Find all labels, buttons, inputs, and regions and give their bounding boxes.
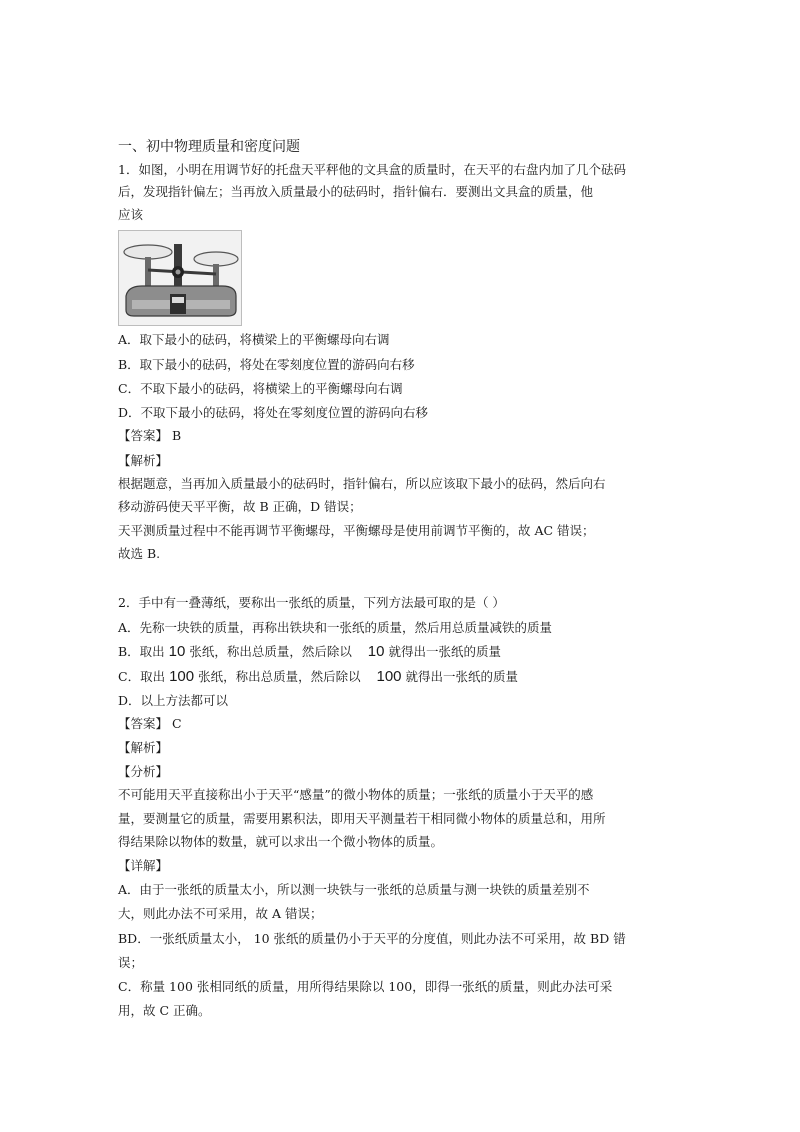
- q2-analysis-label: 【解析】: [118, 740, 169, 755]
- q2-fenxi-line: 量，要测量它的质量，需要用累积法，即用天平测量若干相同微小物体的质量总和，用所: [118, 811, 606, 826]
- q2-option-b: B．取出 10 张纸，称出总质量，然后除以 10 就得出一张纸的质量: [118, 643, 501, 660]
- q2-detail-bd-line: 误；: [118, 955, 144, 970]
- q1-option-c: C．不取下最小的砝码，将横梁上的平衡螺母向右调: [118, 381, 403, 396]
- q2-option-a: A．先称一块铁的质量，再称出铁块和一张纸的质量，然后用总质量减铁的质量: [118, 620, 553, 635]
- q1-stem-line: 1．如图，小明在用调节好的托盘天平秤他的文具盒的质量时，在天平的右盘内加了几个砝码: [118, 162, 626, 177]
- q1-option-d: D．不取下最小的砝码，将处在零刻度位置的游码向右移: [118, 405, 429, 420]
- q1-analysis-label: 【解析】: [118, 453, 169, 468]
- q2-detail-label: 【详解】: [118, 858, 169, 873]
- q2-detail-bd-line: BD．一张纸质量太小， 10 张纸的质量仍小于天平的分度值，则此办法不可采用，故 BD 错: [118, 931, 626, 946]
- q1-stem-line: 应该: [118, 207, 144, 222]
- balance-scale-image: [118, 230, 242, 326]
- q2-detail-c-line: 用，故 C 正确。: [118, 1003, 211, 1018]
- q1-analysis-line: 故选 B.: [118, 546, 161, 561]
- q2-fenxi-line: 不可能用天平直接称出小于天平“感量”的微小物体的质量；一张纸的质量小于天平的感: [118, 787, 594, 802]
- q2-detail-a-line: A．由于一张纸的质量太小，所以测一块铁与一张纸的总质量与测一块铁的质量差别不: [118, 882, 590, 897]
- q2-fenxi-line: 得结果除以物体的数量，就可以求出一个微小物体的质量。: [118, 834, 444, 849]
- q1-analysis-line: 根据题意，当再加入质量最小的砝码时，指针偏右，所以应该取下最小的砝码，然后向右: [118, 476, 606, 491]
- q2-option-d: D．以上方法都可以: [118, 693, 229, 708]
- q2-answer: 【答案】 C: [118, 716, 182, 731]
- q1-analysis-line: 天平测质量过程中不能再调节平衡螺母，平衡螺母是使用前调节平衡的，故 AC 错误；: [118, 523, 595, 538]
- q1-option-b: B．取下最小的砝码，将处在零刻度位置的游码向右移: [118, 357, 415, 372]
- q1-analysis-line: 移动游码使天平平衡，故 B 正确，D 错误；: [118, 499, 362, 514]
- q2-stem: 2．手中有一叠薄纸，要称出一张纸的质量，下列方法最可取的是（ ）: [118, 595, 505, 610]
- section-title: 一、初中物理质量和密度问题: [118, 139, 300, 155]
- q2-option-c: C．取出 100 张纸，称出总质量，然后除以 100 就得出一张纸的质量: [118, 668, 519, 685]
- q2-detail-a-line: 大，则此办法不可采用，故 A 错误；: [118, 906, 323, 921]
- q1-option-a: A．取下最小的砝码，将横梁上的平衡螺母向右调: [118, 332, 390, 347]
- q2-detail-c-line: C．称量 100 张相同纸的质量，用所得结果除以 100，即得一张纸的质量，则此办法可采: [118, 979, 613, 994]
- q1-answer: 【答案】 B: [118, 428, 182, 443]
- q1-stem-line: 后，发现指针偏左；当再放入质量最小的砝码时，指针偏右．要测出文具盒的质量，他: [118, 184, 594, 199]
- q2-fenxi-label: 【分析】: [118, 764, 169, 779]
